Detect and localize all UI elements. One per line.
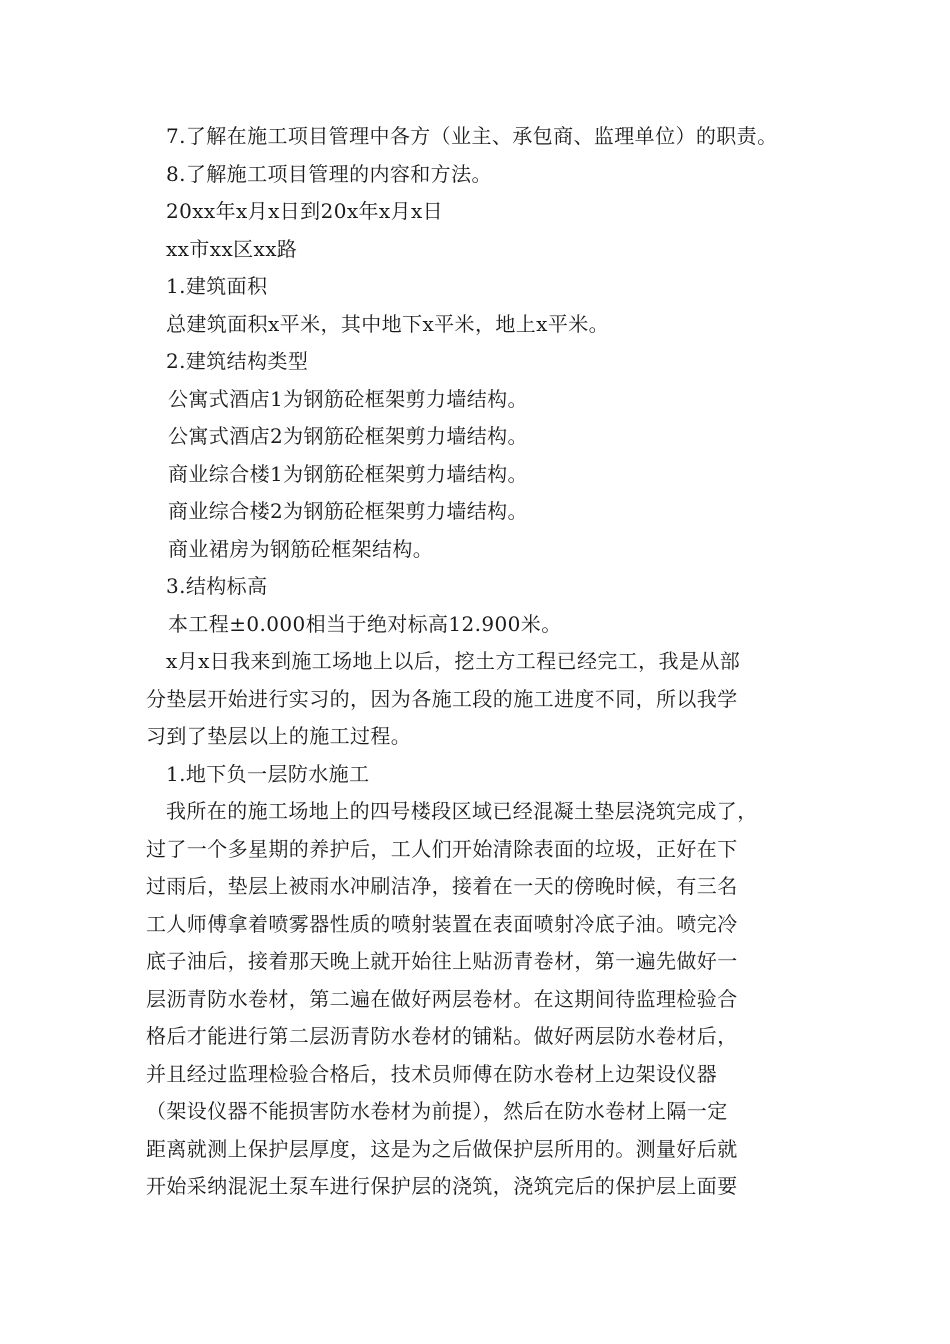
paragraph-line: 层沥青防水卷材，第二遍在做好两层卷材。在这期间待监理检验合 — [146, 986, 738, 1011]
text-line: 公寓式酒店2为钢筋砼框架剪力墙结构。 — [168, 424, 528, 448]
text-line: 公寓式酒店1为钢筋砼框架剪力墙结构。 — [168, 386, 528, 411]
document-body — [146, 118, 816, 1206]
paragraph-line: 格后才能进行第二层沥青防水卷材的铺粘。做好两层防水卷材后， — [146, 1024, 738, 1048]
paragraph-line: 分垫层开始进行实习的，因为各施工段的施工进度不同，所以我学 — [146, 686, 738, 711]
section-heading: 2.建筑结构类型 — [166, 349, 309, 373]
paragraph-line: x月x日我来到施工场地上以后，挖土方工程已经完工，我是从部 — [166, 649, 741, 673]
paragraph-line: 过雨后，垫层上被雨水冲刷洁净，接着在一天的傍晚时候，有三名 — [146, 874, 738, 898]
paragraph-line: 并且经过监理检验合格后，技术员师傅在防水卷材上边架设仪器 — [146, 1061, 718, 1086]
text-line: 商业裙房为钢筋砼框架结构。 — [168, 536, 434, 561]
text-line: 20xx年x月x日到20x年x月x日 — [166, 199, 444, 223]
paragraph-line: 过了一个多星期的养护后，工人们开始清除表面的垃圾，正好在下 — [146, 836, 738, 861]
paragraph-line: 工人师傅拿着喷雾器性质的喷射装置在表面喷射冷底子油。喷完冷 — [146, 911, 738, 936]
section-heading: 1.地下负一层防水施工 — [166, 761, 370, 786]
paragraph-line: 距离就测上保护层厚度，这是为之后做保护层所用的。测量好后就 — [146, 1136, 738, 1161]
text-line: 总建筑面积x平米，其中地下x平米，地上x平米。 — [166, 311, 610, 336]
text-line: 7.了解在施工项目管理中各方（业主、承包商、监理单位）的职责。 — [166, 124, 778, 148]
paragraph-line: 习到了垫层以上的施工过程。 — [146, 724, 412, 748]
text-line: 商业综合楼1为钢筋砼框架剪力墙结构。 — [168, 461, 528, 486]
paragraph-line: 我所在的施工场地上的四号楼段区域已经混凝土垫层浇筑完成了， — [166, 799, 758, 823]
paragraph-line: 底子油后，接着那天晚上就开始往上贴沥青卷材，第一遍先做好一 — [146, 949, 738, 973]
text-line: 本工程±0.000相当于绝对标高12.900米。 — [168, 611, 562, 636]
text-line: xx市xx区xx路 — [166, 236, 298, 261]
section-heading: 3.结构标高 — [166, 574, 268, 598]
paragraph-line: （架设仪器不能损害防水卷材为前提），然后在防水卷材上隔一定 — [146, 1099, 728, 1123]
section-heading: 1.建筑面积 — [166, 274, 268, 298]
paragraph-line: 开始采纳混泥土泵车进行保护层的浇筑，浇筑完后的保护层上面要 — [146, 1174, 738, 1198]
text-line: 8.了解施工项目管理的内容和方法。 — [166, 161, 492, 186]
text-line: 商业综合楼2为钢筋砼框架剪力墙结构。 — [168, 499, 528, 523]
